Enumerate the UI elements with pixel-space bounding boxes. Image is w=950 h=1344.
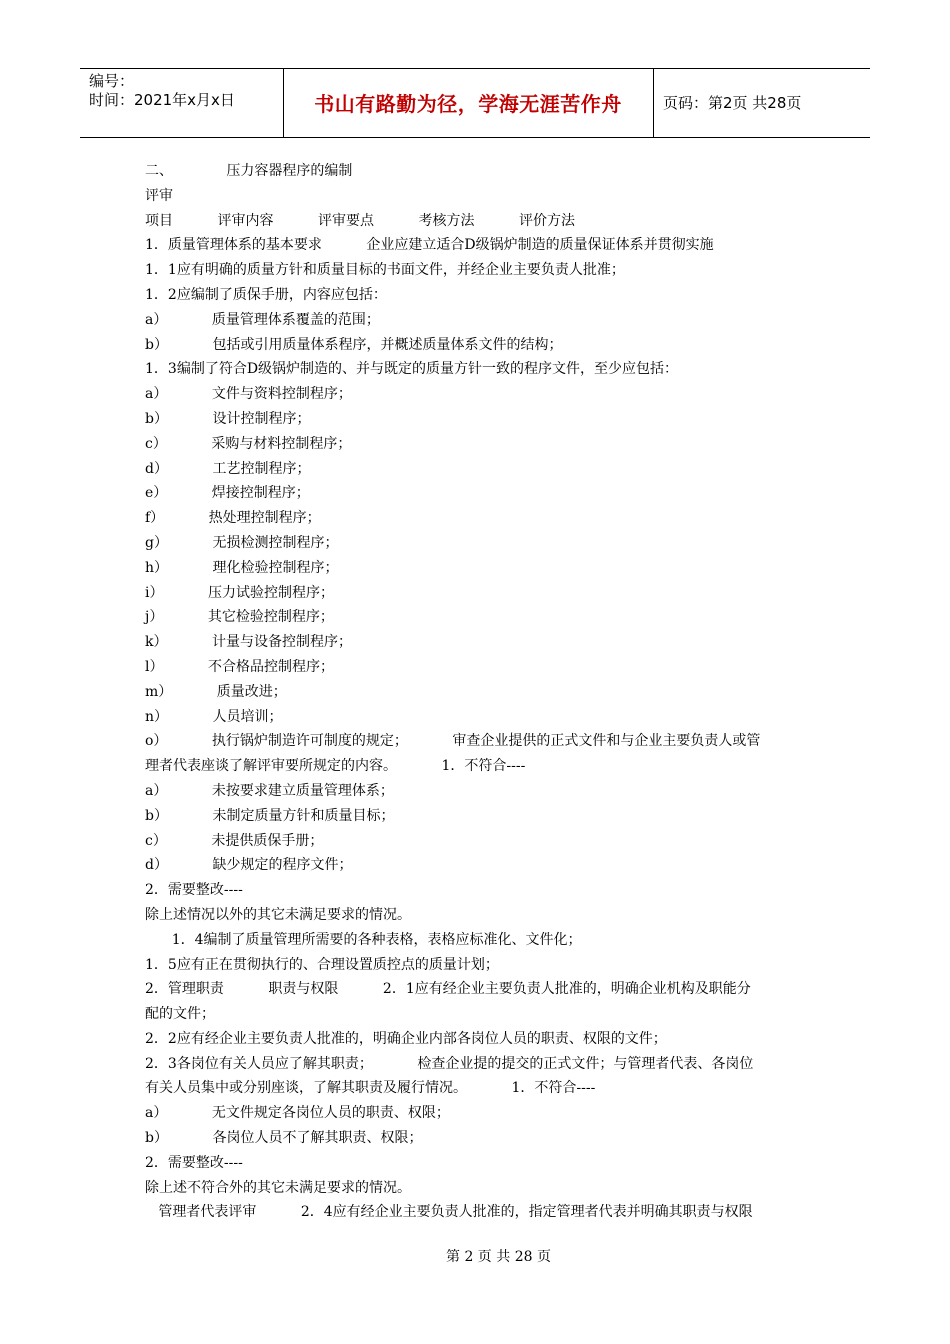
text-line: i） 压力试验控制程序； <box>145 584 334 601</box>
text-line: b） 设计控制程序； <box>145 410 311 427</box>
document-body <box>145 159 825 1225</box>
text-line: n） 人员培训； <box>145 708 283 725</box>
text-line: c） 未提供质保手册； <box>145 832 324 849</box>
text-line: g） 无损检测控制程序； <box>145 534 339 551</box>
text-line: f） 热处理控制程序； <box>145 510 321 527</box>
text-line: j） 其它检验控制程序； <box>145 609 334 626</box>
serial-label: 编号： <box>89 72 135 90</box>
text-line: 除上述情况以外的其它未满足要求的情况。 <box>145 906 411 923</box>
text-line: 有关人员集中或分别座谈，了解其职责及履行情况。 1．不符合---- <box>145 1080 596 1097</box>
text-line: 2．3各岗位有关人员应了解其职责； 检查企业提的提交的正式文件；与管理者代表、各岗位 <box>145 1055 754 1072</box>
text-line: a） 未按要求建立质量管理体系； <box>145 782 394 799</box>
text-line: a） 文件与资料控制程序； <box>145 386 352 403</box>
text-line: a） 质量管理体系覆盖的范围； <box>145 311 380 328</box>
text-line: 配的文件； <box>145 1006 215 1023</box>
text-line: 1．2应编制了质保手册，内容应包括： <box>145 286 387 303</box>
text-line: 1．3编制了符合D级锅炉制造的、并与既定的质量方针一致的程序文件，至少应包括： <box>145 361 679 378</box>
text-line: 管理者代表评审 2．4应有经企业主要负责人批准的，指定管理者代表并明确其职责与权限 <box>145 1204 753 1221</box>
text-line: 除上述不符合外的其它未满足要求的情况。 <box>145 1179 411 1196</box>
text-line: a） 无文件规定各岗位人员的职责、权限； <box>145 1105 450 1122</box>
text-line: d） 工艺控制程序； <box>145 460 311 477</box>
header-motto-cell <box>283 69 654 137</box>
text-line: o） 执行锅炉制造许可制度的规定； 审查企业提供的正式文件和与企业主要负责人或管 <box>145 733 761 750</box>
text-line: 1．5应有正在贯彻执行的、合理设置质控点的质量计划； <box>145 956 499 973</box>
text-line: 项目 评审内容 评审要点 考核方法 评价方法 <box>145 212 576 229</box>
text-line: 2．需要整改---- <box>145 882 243 899</box>
text-line: b） 各岗位人员不了解其职责、权限； <box>145 1130 423 1147</box>
text-line: h） 理化检验控制程序； <box>145 559 339 576</box>
text-line: l） 不合格品控制程序； <box>145 658 334 675</box>
text-line: k） 计量与设备控制程序； <box>145 634 352 651</box>
text-line: m） 质量改进； <box>145 683 287 700</box>
text-line: 1．1应有明确的质量方针和质量目标的书面文件，并经企业主要负责人批准； <box>145 262 625 279</box>
text-line: b） 包括或引用质量体系程序，并概述质量体系文件的结构； <box>145 336 563 353</box>
motto: 书山有路勤为径，学海无涯苦作舟 <box>314 92 622 116</box>
page-number-label: 页码：第2页 共28页 <box>663 94 802 112</box>
text-line: c） 采购与材料控制程序； <box>145 435 352 452</box>
header-info-cell <box>80 69 284 137</box>
page-header <box>80 68 870 138</box>
text-line: e） 焊接控制程序； <box>145 485 310 502</box>
text-line: 2．需要整改---- <box>145 1154 243 1171</box>
text-line: 1．4编制了质量管理所需要的各种表格，表格应标准化、文件化； <box>145 931 582 948</box>
text-line: 理者代表座谈了解评审要所规定的内容。 1．不符合---- <box>145 758 526 775</box>
text-line: 2．管理职责 职责与权限 2．1应有经企业主要负责人批准的，明确企业机构及职能分 <box>145 981 751 998</box>
text-line: d） 缺少规定的程序文件； <box>145 857 353 874</box>
text-line: 评审 <box>145 187 173 204</box>
text-line: 2．2应有经企业主要负责人批准的，明确企业内部各岗位人员的职责、权限的文件； <box>145 1030 667 1047</box>
page-footer: 第 2 页 共 28 页 <box>446 1249 551 1265</box>
text-line: 1．质量管理体系的基本要求 企业应建立适合D级锅炉制造的质量保证体系并贯彻实施 <box>145 237 714 254</box>
text-line: b） 未制定质量方针和质量目标； <box>145 807 395 824</box>
text-line: 二、 压力容器程序的编制 <box>145 163 353 179</box>
date-label: 时间：2021年x月x日 <box>89 91 235 109</box>
header-page-cell <box>654 69 870 137</box>
